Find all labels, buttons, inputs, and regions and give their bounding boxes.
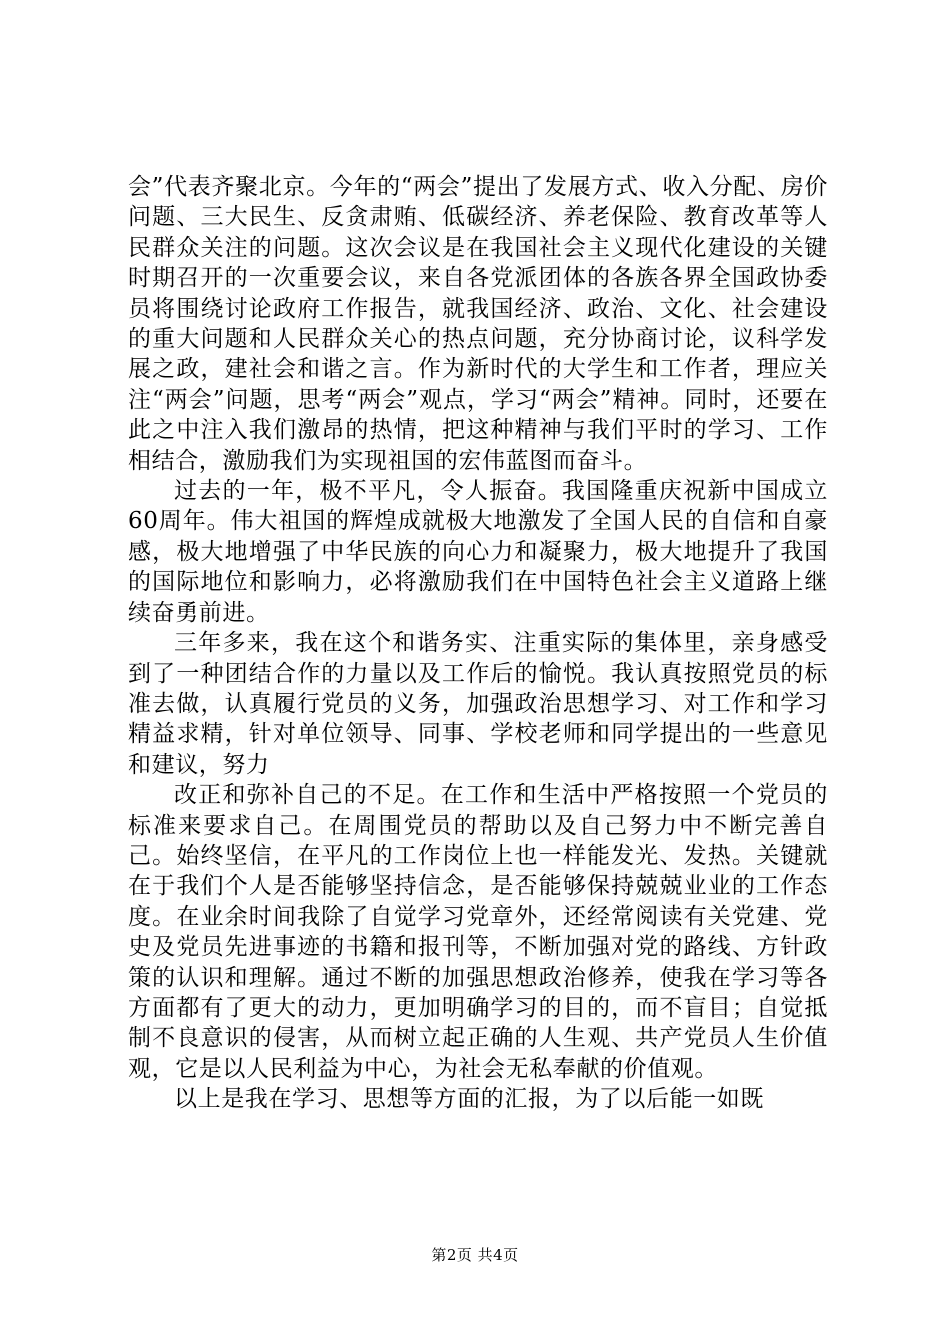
paragraph-1: 会”代表齐聚北京。今年的“两会”提出了发展方式、收入分配、房价问题、三大民生、反贪肃贿、低碳经济、养老保险、教育改革等人民群众关注的问题。这次会议是在我国社会主义现代化建设的关键时期召开的一次重要会议，来自各党派团体的各族各界全国政协委员将围绕讨论政府工作报告，就我国经济、政治、文化、社会建设的重大问题和人民群众关心的热点问题，充分协商讨论，议科学发展之政，建社会和谐之言。作为新时代的大学生和工作者，理应关注“两会”问题，思考“两会”观点，学习“两会”精神。同时，还要在此之中注入我们激昂的热情，把这种精神与我们平时的学习、工作相结合，激励我们为实现祖国的宏伟蓝图而奋斗。 xyxy=(128,174,828,474)
paragraph-2: 过去的一年，极不平凡，令人振奋。我国隆重庆祝新中国成立60周年。伟大祖国的辉煌成就极大地激发了全国人民的自信和自豪感，极大地增强了中华民族的向心力和凝聚力，极大地提升了我国的国际地位和影响力，必将激励我们在中国特色社会主义道路上继续奋勇前进。 xyxy=(128,478,828,626)
paragraph-3: 三年多来，我在这个和谐务实、注重实际的集体里，亲身感受到了一种团结合作的力量以及工作后的愉悦。我认真按照党员的标准去做，认真履行党员的义务，加强政治思想学习、对工作和学习精益求精，针对单位领导、同事、学校老师和同学提出的一些意见和建议，努力 xyxy=(128,630,828,778)
paragraph-5: 以上是我在学习、思想等方面的汇报，为了以后能一如既 xyxy=(174,1086,764,1113)
page-number-footer: 第2页 共4页 xyxy=(431,1246,519,1264)
document-body xyxy=(128,172,828,1115)
paragraph-4: 改正和弥补自己的不足。在工作和生活中严格按照一个党员的标准来要求自己。在周围党员的帮助以及自己努力中不断完善自己。始终坚信，在平凡的工作岗位上也一样能发光、发热。关键就在于我们个人是否能够坚持信念，是否能够保持兢兢业业的工作态度。在业余时间我除了自觉学习党章外，还经常阅读有关党建、党史及党员先进事迹的书籍和报刊等，不断加强对党的路线、方针政策的认识和理解。通过不断的加强思想政治修养，使我在学习等各方面都有了更大的动力，更加明确学习的目的，而不盲目；自觉抵制不良意识的侵害，从而树立起正确的人生观、共产党员人生价值观，它是以人民利益为中心，为社会无私奉献的价值观。 xyxy=(128,782,828,1082)
